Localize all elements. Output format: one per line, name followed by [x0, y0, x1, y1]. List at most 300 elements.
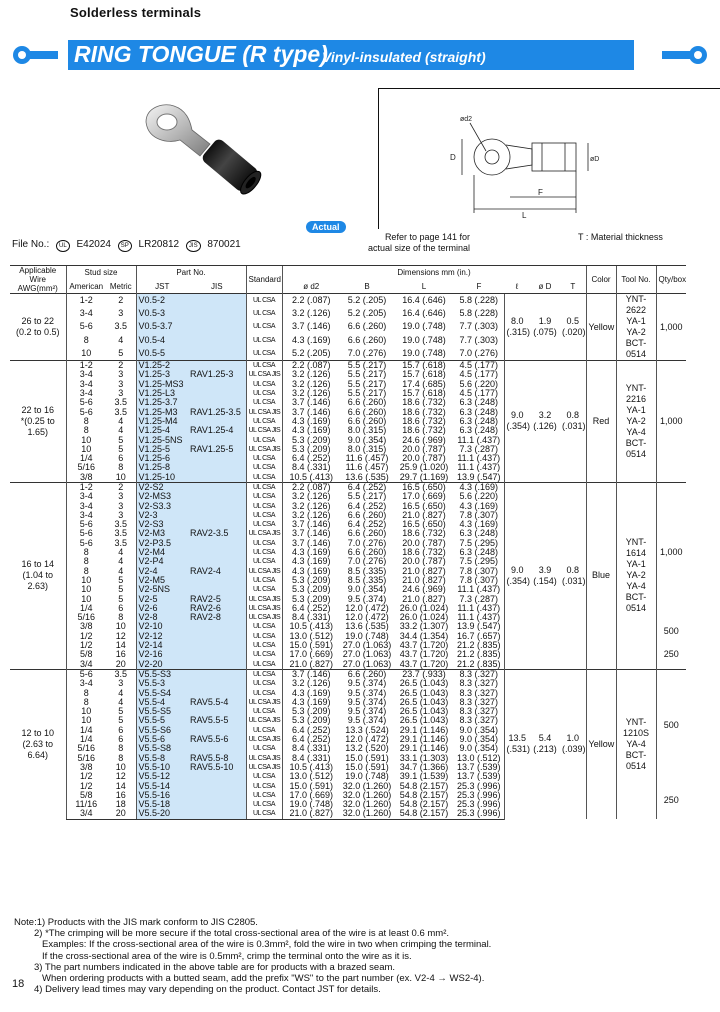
header-jst: JST [136, 280, 188, 294]
stud-metric: 16 [115, 790, 126, 800]
stud-american: 5-6 [66, 398, 106, 407]
part-jst: V1.25-L3 [136, 389, 188, 398]
header-part: Part No. [136, 266, 246, 280]
dim-f: 11.1 (.437) [457, 585, 501, 595]
stud-american: 3/4 [66, 809, 106, 819]
group-color: Blue [586, 482, 616, 669]
stud-metric: 3.5 [114, 520, 127, 530]
standard-marks: UL CSA [246, 548, 282, 557]
stud-american: 10 [66, 445, 106, 454]
group-qty-2: 250 [656, 781, 686, 819]
table-row [10, 361, 686, 371]
stud-american: 11/16 [66, 800, 106, 809]
dim-d2: 3.7 (.146) [282, 520, 340, 529]
dim-l: 23.7 (.933) [394, 669, 454, 679]
part-jis [188, 809, 246, 819]
stud-metric: 10 [115, 472, 126, 482]
part-jis [188, 781, 246, 790]
standard-marks: UL CSA JIS [246, 445, 282, 454]
dim-b: 9.5 (.374) [347, 716, 387, 726]
dim-b: 9.5 (.374) [347, 697, 387, 707]
dim-l: 19.0 (.748) [402, 334, 446, 345]
stud-metric: 3.5 [114, 529, 127, 539]
dim-d2: 5.3 (.209) [282, 445, 340, 454]
standard-marks: UL CSA [246, 320, 282, 333]
f-label: F [538, 188, 543, 197]
dim-l: 16.4 (.646) [402, 308, 446, 319]
dim-f: 7.8 (.307) [459, 510, 499, 520]
dim-d2: 2.2 (.087) [282, 294, 340, 308]
dim-l: 29.1 (1.146) [399, 744, 449, 754]
standard-marks: UL CSA [246, 641, 282, 650]
dimension-drawing [440, 105, 600, 220]
stud-american: 3/4 [66, 660, 106, 670]
dim-d2: 21.0 (.827) [282, 660, 340, 670]
stud-metric: 6 [118, 734, 124, 745]
dim-b: 5.5 (.217) [347, 379, 387, 389]
dim-d2: 3.7 (.146) [282, 320, 340, 333]
dim-b: 6.6 (.260) [347, 398, 387, 408]
stud-american: 5/16 [66, 753, 106, 762]
standard-marks: UL CSA [246, 398, 282, 407]
stud-american: 5-6 [66, 320, 106, 333]
dim-l: 20.0 (.787) [402, 444, 446, 454]
other-file-number: 870021 [207, 239, 241, 250]
dim-d2: 3.2 (.126) [282, 389, 340, 398]
stud-metric: 3.5 [114, 321, 127, 332]
standard-marks: UL CSA JIS [246, 735, 282, 744]
dim-b: 15.0 (.591) [345, 753, 389, 763]
dim-f: 16.7 (.657) [456, 631, 501, 641]
dim-l: 26.0 (1.024) [399, 603, 449, 613]
standard-marks: UL CSA JIS [246, 698, 282, 707]
dim-l: 33.2 (1.307) [399, 622, 449, 632]
page-subtitle: Vinyl-insulated (straight) [322, 49, 486, 65]
part-jis [188, 334, 246, 347]
dim-b: 13.3 (.524) [345, 725, 389, 735]
stud-metric: 3 [118, 370, 124, 380]
standard-marks: UL CSA [246, 669, 282, 679]
dim-d2: 5.3 (.209) [282, 576, 340, 585]
stud-american: 5/16 [66, 613, 106, 622]
part-jst: V2-M4 [136, 548, 188, 557]
note-4: 4) Delivery lead times may vary depending on the product. Contact JST for details. [34, 984, 381, 996]
standard-marks: UL CSA JIS [246, 753, 282, 762]
refer-note [270, 232, 470, 254]
part-jis: RAV1.25-4 [188, 426, 246, 435]
group-e: 13.5 (.531) [504, 669, 530, 819]
dim-b: 5.2 (.205) [340, 294, 394, 308]
dim-d2: 10.5 (.413) [282, 473, 340, 483]
dim-d2: 5.3 (.209) [282, 435, 340, 444]
part-jst: V1.25-5NS [136, 435, 188, 444]
dim-l: 54.8 (2.157) [399, 799, 449, 810]
standard-marks: UL CSA JIS [246, 716, 282, 725]
dim-d2: 13.0 (.512) [282, 772, 340, 781]
part-jis [188, 557, 246, 566]
standard-marks: UL CSA [246, 726, 282, 735]
standard-marks: UL CSA [246, 511, 282, 520]
dim-l: 15.7 (.618) [402, 388, 446, 399]
dim-f: 11.1 (.437) [457, 613, 501, 623]
dim-d2: 4.3 (.169) [282, 557, 340, 566]
part-jst: V1.25-5 [136, 445, 188, 454]
dim-b: 19.0 (.748) [345, 631, 389, 641]
dim-f: 7.3 (.287) [459, 444, 499, 454]
dim-l: 18.6 (.732) [402, 547, 446, 558]
dim-d2: 3.2 (.126) [282, 380, 340, 389]
dim-b: 9.5 (.374) [347, 688, 387, 698]
header-american: American [66, 280, 106, 294]
d-label: D [450, 153, 456, 162]
dim-d2: 4.3 (.169) [282, 688, 340, 697]
header-f: F [476, 281, 482, 291]
l-label: L [522, 211, 527, 220]
header-e: ℓ [515, 281, 519, 291]
stud-american: 3-4 [66, 679, 106, 688]
stud-american: 1/4 [66, 604, 106, 613]
standard-marks: UL CSA [246, 482, 282, 492]
header-b: B [364, 281, 370, 291]
category-heading: Solderless terminals [70, 5, 202, 20]
part-jis [188, 454, 246, 463]
dim-l: 21.0 (.827) [402, 594, 446, 604]
table-row [10, 294, 686, 308]
stud-metric: 4 [118, 688, 124, 698]
stud-american: 1/4 [66, 454, 106, 463]
standard-marks: UL CSA [246, 361, 282, 371]
stud-metric: 3 [118, 679, 124, 689]
standard-marks: UL CSA [246, 501, 282, 510]
dim-f: 6.3 (.248) [459, 398, 499, 408]
dim-b: 6.6 (.260) [347, 529, 387, 539]
spec-table-body [10, 294, 686, 820]
part-jst: V2-6 [136, 604, 188, 613]
dim-f: 25.3 (.996) [456, 790, 501, 800]
part-jis [188, 482, 246, 492]
dim-f: 7.5 (.295) [459, 538, 499, 548]
group-phid: 3.9 (.154) [530, 482, 560, 669]
dim-b: 5.5 (.217) [347, 492, 387, 502]
dim-d2: 13.0 (.512) [282, 632, 340, 641]
stud-american: 1/2 [66, 781, 106, 790]
dim-b: 11.6 (.457) [345, 463, 389, 473]
part-jst: V5.5-6 [136, 735, 188, 744]
part-jst: V5.5-S8 [136, 744, 188, 753]
stud-american: 10 [66, 435, 106, 444]
part-jst: V2-P4 [136, 557, 188, 566]
part-jst: V2-5NS [136, 585, 188, 594]
jis-mark-icon: JIS [186, 240, 201, 252]
dim-l: 26.5 (1.043) [399, 697, 449, 707]
part-jst: V0.5-4 [136, 334, 188, 347]
refer-line-2: actual size of the terminal [367, 243, 470, 253]
stud-metric: 3.5 [114, 538, 127, 548]
part-jst: V2-3 [136, 511, 188, 520]
ring-terminal-icon-right [660, 43, 710, 67]
dim-d2: 10.5 (.413) [282, 622, 340, 631]
part-jis [188, 800, 246, 809]
dim-d2: 3.2 (.126) [282, 492, 340, 501]
standard-marks: UL CSA JIS [246, 426, 282, 435]
dim-b: 6.6 (.260) [347, 334, 387, 345]
part-jst: V1.25-MS3 [136, 380, 188, 389]
stud-american: 5/8 [66, 791, 106, 800]
part-jst: V1.25-M3 [136, 407, 188, 416]
part-jst: V1.25-M4 [136, 417, 188, 426]
ul-mark-icon: UL [56, 240, 70, 252]
dim-d2: 2.2 (.087) [282, 482, 340, 492]
stud-american: 10 [66, 576, 106, 585]
stud-metric: 3.5 [114, 398, 127, 408]
dim-l: 15.7 (.618) [394, 361, 454, 371]
actual-badge: Actual [306, 221, 346, 233]
header-stud: Stud size [66, 266, 136, 280]
dim-b: 9.5 (.374) [347, 679, 387, 689]
standard-marks: UL CSA [246, 389, 282, 398]
dim-d2: 5.3 (.209) [282, 707, 340, 716]
dim-f: 8.3 (.327) [454, 669, 504, 679]
part-jst: V2-S2 [136, 482, 188, 492]
dim-l: 26.5 (1.043) [399, 688, 449, 698]
dim-d2: 4.3 (.169) [282, 426, 340, 435]
part-jis: RAV5.5-5 [188, 716, 246, 725]
header-qty: Qty/box [656, 266, 686, 294]
part-jst: V5.5-S3 [136, 669, 188, 679]
stud-american: 5/8 [66, 650, 106, 659]
dim-d2: 3.7 (.146) [282, 398, 340, 407]
note-2-example-b: If the cross-sectional area of the wire is 0.5mm², crimp the terminal onto the wire as it is. [42, 950, 412, 962]
stud-metric: 8 [118, 753, 124, 763]
part-jst: V5.5-S6 [136, 726, 188, 735]
file-numbers [12, 239, 245, 252]
dim-b: 15.0 (.591) [345, 762, 389, 772]
standard-marks: UL CSA [246, 650, 282, 659]
dim-f: 7.8 (.307) [459, 566, 499, 576]
dim-b: 7.0 (.276) [347, 538, 387, 548]
stud-metric: 6 [118, 453, 124, 464]
standard-marks: UL CSA [246, 435, 282, 444]
stud-metric: 4 [118, 426, 124, 436]
dim-l: 26.5 (1.043) [399, 716, 449, 726]
part-jst: V5.5-3 [136, 679, 188, 688]
dim-f: 11.1 (.437) [457, 453, 501, 464]
note-2-example: Examples: If the cross-sectional area of the wire is 0.3mm², fold the wire in two when crimping the terminal. [42, 939, 492, 951]
dim-f: 7.0 (.276) [459, 347, 499, 358]
standard-marks: UL CSA JIS [246, 763, 282, 772]
dim-b: 8.5 (.335) [347, 566, 387, 576]
part-jst: V2-P3.5 [136, 539, 188, 548]
part-jis [188, 511, 246, 520]
stud-metric: 3 [118, 492, 124, 502]
part-jis [188, 688, 246, 697]
dim-l: 29.7 (1.169) [399, 472, 449, 482]
part-jst: V2-5 [136, 594, 188, 603]
dim-l: 26.5 (1.043) [399, 706, 449, 717]
dim-f: 7.7 (.303) [459, 334, 499, 345]
dim-b: 8.0 (.315) [347, 426, 387, 436]
part-jis [188, 294, 246, 308]
terminal-photo [140, 100, 270, 210]
dim-d2: 4.3 (.169) [282, 698, 340, 707]
dim-b: 9.0 (.354) [347, 435, 387, 445]
stud-metric: 20 [115, 659, 126, 669]
dim-f: 7.7 (.303) [459, 321, 499, 332]
part-jis [188, 463, 246, 472]
dim-d2: 3.2 (.126) [282, 307, 340, 320]
part-jis: RAV5.5-6 [188, 735, 246, 744]
dim-b: 6.4 (.252) [347, 501, 387, 511]
part-jis: RAV1.25-3 [188, 370, 246, 379]
stud-american: 8 [66, 417, 106, 426]
part-jst: V1.25-10 [136, 473, 188, 483]
part-jis [188, 389, 246, 398]
dim-l: 21.0 (.827) [402, 566, 446, 576]
standard-marks: UL CSA [246, 294, 282, 308]
dim-f: 7.5 (.295) [459, 557, 499, 567]
awg-cell: 16 to 14 (1.04 to 2.63) [10, 482, 66, 669]
standard-marks: UL CSA JIS [246, 370, 282, 379]
dim-d2: 4.3 (.169) [282, 548, 340, 557]
d2-label: ød2 [460, 116, 473, 123]
stud-metric: 3.5 [106, 669, 136, 679]
part-jst: V1.25-3 [136, 370, 188, 379]
dim-b: 9.5 (.374) [347, 706, 387, 717]
header-color: Color [586, 266, 616, 294]
part-jis: RAV2-6 [188, 604, 246, 613]
stud-metric: 5 [118, 716, 124, 726]
dim-f: 21.2 (.835) [456, 659, 501, 669]
dim-d2: 15.0 (.591) [282, 641, 340, 650]
dim-d2: 3.2 (.126) [282, 511, 340, 520]
part-jis [188, 650, 246, 659]
dim-f: 4.3 (.169) [459, 501, 499, 511]
dim-f: 9.0 (.354) [459, 725, 499, 735]
dim-l: 29.1 (1.146) [399, 734, 449, 745]
stud-american: 3-4 [66, 370, 106, 379]
dim-d2: 21.0 (.827) [282, 809, 340, 819]
stud-american: 3-4 [66, 511, 106, 520]
part-jis [188, 398, 246, 407]
dim-d2: 6.4 (.252) [282, 735, 340, 744]
group-qty: 1,000 [656, 482, 686, 622]
stud-american: 1/2 [66, 641, 106, 650]
header-jis: JIS [210, 281, 223, 291]
dim-d2: 3.2 (.126) [282, 679, 340, 688]
dim-l: 25.9 (1.020) [399, 463, 449, 473]
dim-b: 6.6 (.260) [347, 510, 387, 520]
dim-f: 25.3 (.996) [454, 809, 504, 819]
dim-d2: 8.4 (.331) [282, 744, 340, 753]
stud-american: 3-4 [66, 307, 106, 320]
stud-metric: 4 [118, 566, 124, 576]
stud-metric: 3 [118, 388, 124, 399]
notes [14, 917, 491, 995]
stud-metric: 2 [106, 294, 136, 308]
part-jst: V5.5-8 [136, 753, 188, 762]
standard-marks: UL CSA [246, 380, 282, 389]
dim-l: 20.0 (.787) [402, 538, 446, 548]
dim-l: 16.5 (.650) [402, 520, 446, 530]
dim-d2: 4.3 (.169) [282, 567, 340, 576]
stud-american: 1/4 [66, 726, 106, 735]
stud-metric: 2 [106, 482, 136, 492]
stud-american: 5/16 [66, 463, 106, 472]
part-jst: V5.5-5 [136, 716, 188, 725]
standard-marks: UL CSA [246, 454, 282, 463]
dim-b: 13.6 (.535) [345, 472, 389, 482]
dim-f: 13.9 (.547) [456, 472, 501, 482]
dim-l: 18.6 (.732) [402, 529, 446, 539]
part-jis [188, 660, 246, 670]
part-jst: V2-M3 [136, 529, 188, 538]
dim-f: 6.3 (.248) [459, 529, 499, 539]
dim-f: 7.3 (.287) [459, 594, 499, 604]
dim-f: 7.8 (.307) [459, 575, 499, 585]
group-phid: 1.9 (.075) [530, 294, 560, 361]
group-tool: YNT-1614 YA-1 YA-2 YA-4 BCT-0514 [616, 482, 656, 669]
part-jst: V5.5-S4 [136, 688, 188, 697]
dim-l: 16.5 (.650) [402, 501, 446, 511]
dim-b: 32.0 (1.260) [340, 809, 394, 819]
dim-f: 5.8 (.228) [454, 294, 504, 308]
part-jst: V2-M5 [136, 576, 188, 585]
part-jst: V0.5-2 [136, 294, 188, 308]
dim-b: 9.0 (.354) [347, 585, 387, 595]
dim-l: 54.8 (2.157) [399, 790, 449, 800]
dim-f: 21.2 (.835) [456, 650, 501, 660]
dim-f: 6.3 (.248) [459, 547, 499, 558]
group-e: 9.0 (.354) [504, 361, 530, 483]
part-jis [188, 622, 246, 631]
standard-marks: UL CSA [246, 334, 282, 347]
part-jis [188, 417, 246, 426]
group-phid: 5.4 (.213) [530, 669, 560, 819]
stud-metric: 5 [118, 444, 124, 454]
dim-f: 6.3 (.248) [459, 426, 499, 436]
group-color: Yellow [586, 669, 616, 819]
stud-metric: 5 [118, 347, 124, 358]
dim-f: 9.0 (.354) [459, 734, 499, 745]
stud-metric: 8 [118, 744, 124, 754]
dim-f: 8.3 (.327) [459, 688, 499, 698]
dim-f: 9.0 (.354) [459, 744, 499, 754]
dim-b: 27.0 (1.063) [342, 650, 392, 660]
part-jis [188, 576, 246, 585]
dim-l: 26.0 (1.024) [399, 613, 449, 623]
dim-b: 27.0 (1.063) [342, 640, 392, 651]
dim-l: 15.7 (.618) [402, 370, 446, 380]
awg-cell: 26 to 22 (0.2 to 0.5) [10, 294, 66, 361]
part-jis [188, 520, 246, 529]
dim-l: 34.7 (1.366) [399, 762, 449, 772]
dim-b: 6.4 (.252) [340, 482, 394, 492]
part-jst: V2-S3 [136, 520, 188, 529]
stud-american: 8 [66, 567, 106, 576]
header-tool: Tool No. [616, 266, 656, 294]
dim-b: 6.6 (.260) [347, 321, 387, 332]
dim-f: 4.5 (.177) [459, 370, 499, 380]
dim-d2: 17.0 (.669) [282, 650, 340, 659]
part-jst: V5.5-S5 [136, 707, 188, 716]
part-jst: V2-20 [136, 660, 188, 670]
standard-marks: UL CSA [246, 791, 282, 800]
dim-f: 8.3 (.327) [459, 679, 499, 689]
header-t: T [570, 281, 576, 291]
part-jst: V5.5-14 [136, 781, 188, 790]
stud-american: 8 [66, 334, 106, 347]
group-color: Yellow [586, 294, 616, 361]
